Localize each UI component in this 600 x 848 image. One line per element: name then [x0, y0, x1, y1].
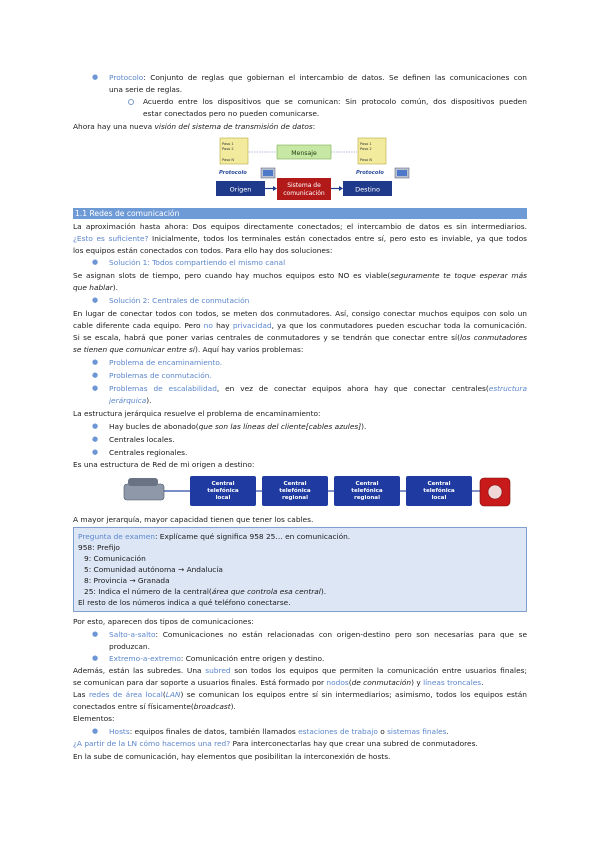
exam-line-5-end: ).: [320, 587, 327, 596]
central-1-l1: Central: [211, 481, 235, 487]
solution-1: Solución 1: Todos compartiendo el mismo canal: [109, 258, 286, 267]
lan-line-1: [73, 689, 527, 700]
p1-line-3: los equipos están conectados con todos. Para ello hay dos soluciones:: [73, 246, 333, 255]
exam-line-5: [84, 587, 326, 598]
vision-suffix: :: [312, 122, 316, 131]
lan-redes: redes de área local: [88, 690, 163, 699]
subred-term: subred: [205, 666, 231, 675]
hosts-line: [109, 726, 527, 737]
problem-2-text: Problemas de conmutación: [109, 371, 210, 380]
jer-1-text: Hay bucles de abonado(: [109, 422, 199, 431]
left-paso1: Paso 1: [222, 142, 234, 146]
problem-3-text: , en vez de conectar equipos ahora hay que conectar centrales(: [216, 384, 489, 393]
hosts-sistemas: sistemas finales: [387, 727, 447, 736]
left-computer-screen: [263, 170, 273, 176]
arrowhead-2: [339, 186, 343, 191]
central-2-l1: Central: [283, 481, 307, 487]
final-line: En la sube de comunicación, hay elementos que posibilitan la interconexión de hosts.: [73, 752, 391, 761]
por-esto-line: Por esto, aparecen dos tipos de comunicaciones:: [73, 617, 254, 626]
lan-2-a: conectados entre sí físicamente(: [73, 702, 194, 711]
lan-2-b: ).: [230, 702, 236, 711]
section-header: 1.1 Redes de comunicación: [73, 208, 527, 219]
hosts-text-b: o: [377, 727, 388, 736]
conm-text-a: cable diferente cada equipo. Pero: [73, 321, 204, 330]
problem-1: Problema de encaminamiento.: [109, 358, 223, 367]
bullet-dot: ●: [92, 654, 99, 662]
central-1-l3: local: [215, 495, 231, 501]
protocolo-left: Protocolo: [219, 170, 247, 176]
central-4-l3: local: [431, 495, 447, 501]
slots-line-1: [73, 270, 527, 281]
problem-1-text: Problema de encaminamiento: [109, 358, 220, 367]
vision-prefix: Ahora hay una nueva: [73, 122, 155, 131]
lan-broadcast: broadcast: [193, 702, 231, 711]
exam-line-4: 8: Provincia → Granada: [84, 576, 170, 585]
subred-lineas: líneas troncales: [423, 678, 482, 687]
central-box-2: [262, 476, 328, 506]
protocolo-right: Protocolo: [356, 170, 384, 176]
elementos-line: Elementos:: [73, 714, 115, 723]
exam-line-5-text: 25: Indica el número de la central(: [84, 587, 212, 596]
extremo-text: : Comunicación entre origen y destino.: [180, 654, 325, 663]
central-box-4: [406, 476, 472, 506]
communication-model-figure: [213, 134, 413, 202]
bullet-dot: ●: [92, 448, 99, 456]
subred-line-1: [73, 665, 527, 676]
central-3-l1: Central: [355, 481, 379, 487]
exam-box: [73, 527, 527, 612]
central-3-l2: telefónica: [351, 488, 383, 494]
slots-text: Se asignan slots de tiempo, pero cuando hay muchos equipos esto NO es viable(: [73, 271, 391, 280]
solution-2: Solución 2: Centrales de conmutación: [109, 296, 250, 305]
exam-question-text: : Explícame qué significa 958 25… en comunicación.: [154, 532, 351, 541]
subred-2-d: .: [481, 678, 484, 687]
bullet-dot: ●: [92, 371, 99, 379]
protocol-term: Protocolo: [109, 73, 144, 82]
left-pason: Paso N: [222, 158, 235, 162]
slots-italic-1: seguramente te toque esperar más: [390, 271, 527, 280]
escala-italic-2: se tienen que comunicar entre sí: [73, 345, 195, 354]
left-paso2: Paso 2: [222, 147, 234, 151]
sub-bullet-ring: [128, 99, 134, 105]
problem-2: Problemas de conmutación.: [109, 371, 212, 380]
exam-line-2: 9: Comunicación: [84, 554, 146, 563]
jer-line: La estructura jerárquica resuelve el problema de encaminamiento:: [73, 409, 321, 418]
subred-nodos: nodos: [326, 678, 349, 687]
lan-line-2: [73, 701, 527, 712]
lan-lan: LAN: [165, 690, 181, 699]
central-3-l3: regional: [354, 495, 380, 501]
subred-text-a: Además, están las subredes. Una: [73, 666, 206, 675]
exam-line-3: 5: Comunidad autónoma → Andalucía: [84, 565, 223, 574]
escala-line-1: [73, 332, 527, 343]
bullet-dot: ●: [92, 258, 99, 266]
salto-line-1: [109, 629, 527, 640]
slots-italic-2: que hablar: [73, 283, 113, 292]
conm-text-c: , ya que los conmutadores pueden escuchar toda la comunicación.: [271, 321, 527, 330]
conm-no: no: [203, 321, 213, 330]
hosts-term: Hosts: [109, 727, 130, 736]
agreement-line-2: estar conectados pero no pueden comunicarse.: [143, 109, 320, 118]
central-1-l2: telefónica: [207, 488, 239, 494]
arrowhead-1: [273, 186, 277, 191]
problem-3-italic-1: estructura: [488, 384, 527, 393]
salto-term: Salto-a-salto: [109, 630, 156, 639]
central-box-3: [334, 476, 400, 506]
mensaje-label: Mensaje: [291, 150, 317, 157]
phone-left-handset: [128, 478, 158, 486]
problem-3-line-2: [109, 395, 527, 406]
bullet-dot: ●: [92, 384, 99, 392]
subred-text-b: son todos los equipos que permiten la comunicación entre usuarios finales;: [230, 666, 527, 675]
exam-line-5-italic: área que controla esa central: [211, 587, 321, 596]
bullet-dot: ●: [92, 422, 99, 430]
conm-line-2: [73, 320, 527, 331]
conm-text-b: hay: [212, 321, 233, 330]
right-pason: Paso N: [360, 158, 373, 162]
problem-3-term: Problemas de escalabilidad: [109, 384, 217, 393]
central-2-l3: regional: [282, 495, 308, 501]
exam-question: [78, 532, 350, 543]
jer-item-3: Centrales regionales.: [109, 448, 188, 457]
extremo-line: [109, 653, 527, 664]
p1-question: ¿Esto es suficiente?: [73, 234, 149, 243]
protocol-line-2: una serie de reglas.: [109, 85, 183, 94]
central-4-l1: Central: [427, 481, 451, 487]
subred-conmutacion: de conmutación: [351, 678, 412, 687]
exam-line-6: El resto de los números indica a qué teléfono conectarse.: [78, 598, 291, 607]
escala-text: Si se escala, habrá que poner varias centrales de conmutadores y se tendrán que conectar entre sí(: [73, 333, 460, 342]
extremo-term: Extremo-a-extremo: [109, 654, 181, 663]
right-paso2: Paso 2: [360, 147, 372, 151]
jer-item-1: [109, 421, 527, 432]
protocol-text: : Conjunto de reglas que gobiernan el intercambio de datos. Se definen las comunicaciones con: [143, 73, 527, 82]
sistema-line1: Sistema de: [287, 182, 321, 189]
phone-left-icon: [124, 484, 164, 500]
vision-italic: visión del sistema de transmisión de datos: [154, 122, 313, 131]
p1-line-2-text: Inicialmente, todos los terminales están conectados entre sí, pero esto es inviable, ya que todos: [148, 234, 527, 243]
central-4-l2: telefónica: [423, 488, 455, 494]
lan-1-a: Las: [73, 690, 89, 699]
hosts-text-a: : equipos finales de datos, también llamados: [129, 727, 299, 736]
jer-1-end: ).: [361, 422, 367, 431]
bullet-dot: ●: [92, 73, 99, 81]
after-figure-2: A mayor jerarquía, mayor capacidad tienen que tener los cables.: [73, 515, 314, 524]
agreement-line-1: Acuerdo entre los dispositivos que se comunican: Sin protocolo común, dos dispositivos pueden: [143, 97, 527, 106]
bullet-dot: ●: [92, 630, 99, 638]
sistema-line2: comunicación: [283, 190, 325, 197]
estructura-line: Es una estructura de Red de mi origen a destino:: [73, 460, 255, 469]
hosts-text-c: .: [446, 727, 449, 736]
exam-line-1: 958: Prefijo: [78, 543, 120, 552]
jer-1-italic: que son las líneas del cliente[cables azules]: [198, 422, 362, 431]
subred-line-2: [73, 677, 527, 688]
escala-line-2: [73, 344, 527, 355]
central-2-l2: telefónica: [279, 488, 311, 494]
phone-right-dial: [488, 485, 502, 499]
hierarchy-figure: [118, 470, 518, 510]
subred-2-b: (: [348, 678, 352, 687]
ln-question: ¿A partir de la LN cómo hacemos una red?: [73, 739, 231, 748]
origen-label: Origen: [229, 185, 252, 194]
ln-question-line: [73, 738, 527, 749]
bullet-dot: ●: [92, 296, 99, 304]
problem-3-end: ).: [146, 396, 152, 405]
bullet-dot: ●: [92, 358, 99, 366]
exam-label: Pregunta de examen: [78, 532, 155, 541]
subred-2-a: se comunican para dar soporte a usuarios finales. Está formado por: [73, 678, 327, 687]
protocol-line-1: [109, 72, 527, 83]
bullet-dot: ●: [92, 435, 99, 443]
p1-line-1: La aproximación hasta ahora: Dos equipos directamente conectados; el intercambio de datos es sin intermediarios.: [73, 222, 527, 231]
jer-item-2: Centrales locales.: [109, 435, 175, 444]
problem-3: [109, 383, 527, 394]
bullet-dot: ●: [92, 727, 99, 735]
right-paso1: Paso 1: [360, 142, 372, 146]
slots-line-2: [73, 282, 527, 293]
problem-3-italic-2: jerárquica: [109, 396, 147, 405]
lan-1-c: ) se comunican los equipos entre sí sin intermediarios; asimismo, todos los equipos están: [180, 690, 527, 699]
lan-1-b: (: [162, 690, 166, 699]
ln-rest: Para interconectarlas hay que crear una subred de conmutadores.: [230, 739, 478, 748]
salto-line-2: produzcan.: [109, 642, 150, 651]
hosts-estaciones: estaciones de trabajo: [298, 727, 378, 736]
vision-line: [73, 121, 527, 132]
right-computer-screen: [397, 170, 407, 176]
escala-italic-1: los conmutadores: [459, 333, 527, 342]
slots-end: ).: [112, 283, 119, 292]
conm-line-1: En lugar de conectar todos con todos, se meten dos conmutadores. Así, consigo conectar muchos equipos con solo un: [73, 309, 527, 318]
central-box-1: [190, 476, 256, 506]
subred-2-c: ) y: [411, 678, 424, 687]
salto-text: : Comunicaciones no están relacionadas con origen-destino pero son necesarias para que se: [155, 630, 527, 639]
p1-line-2: [73, 233, 527, 244]
escala-end: ). Aquí hay varios problemas:: [194, 345, 304, 354]
destino-label: Destino: [355, 185, 380, 194]
conm-privacidad: privacidad: [232, 321, 272, 330]
